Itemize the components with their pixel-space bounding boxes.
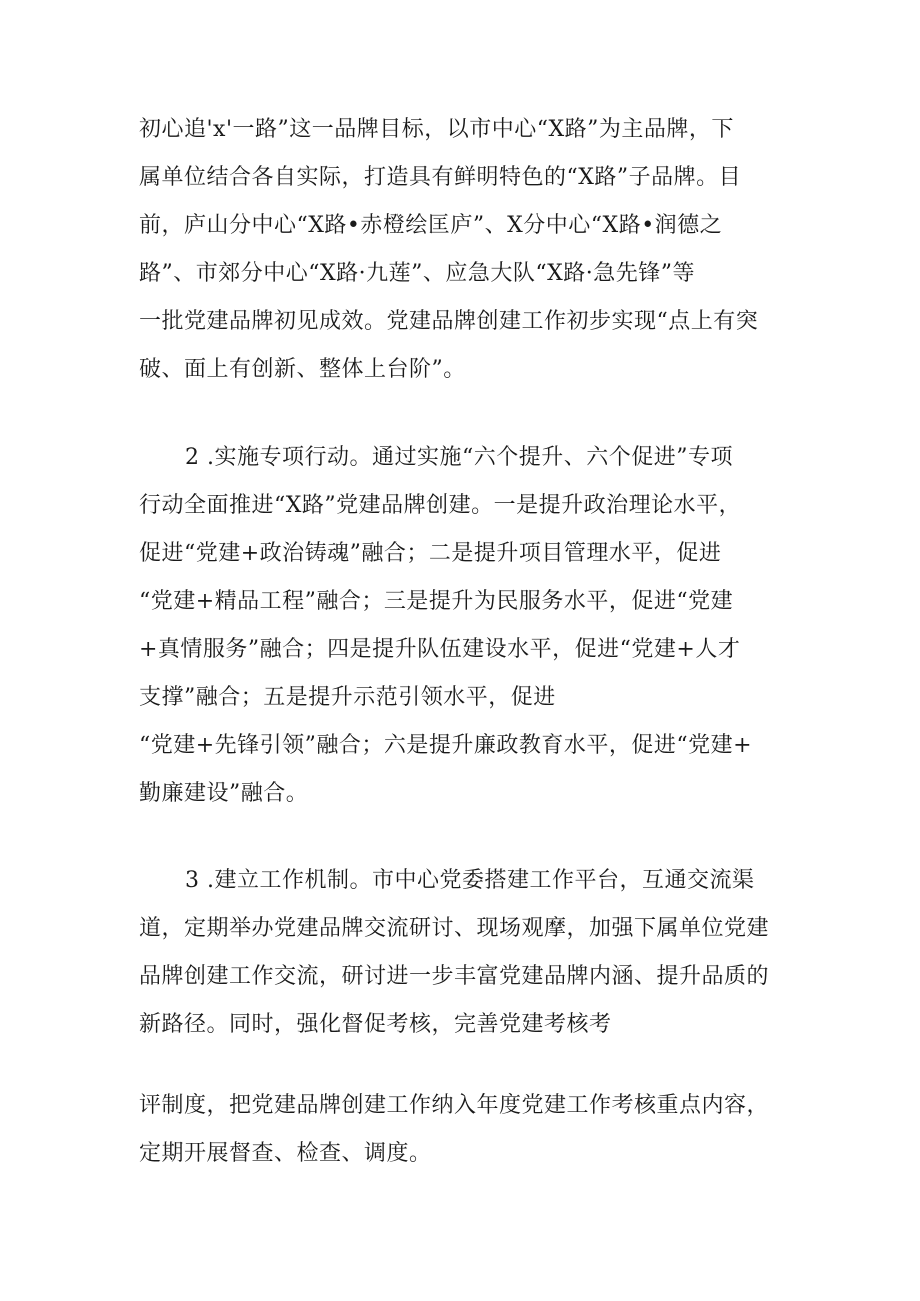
text-line: 勤廉建设”融合。 — [139, 781, 309, 806]
text-line: “党建+精品工程”融合；三是提升为民服务水平，促进“党建 — [139, 589, 734, 614]
text-line: 破、面上有创新、整体上台阶”。 — [139, 357, 466, 382]
text-line: 2 .实施专项行动。通过实施“六个提升、六个促进”专项 — [185, 445, 733, 470]
text-line: 行动全面推进“X路”党建品牌创建。一是提升政治理论水平， — [139, 493, 742, 518]
text-line: 道，定期举办党建品牌交流研讨、现场观摩，加强下属单位党建 — [139, 916, 770, 941]
text-line: 定期开展督查、检查、调度。 — [139, 1141, 432, 1166]
text-line: 新路径。同时，强化督促考核，完善党建考核考 — [139, 1012, 612, 1037]
text-line: +真情服务”融合；四是提升队伍建设水平，促进“党建+人才 — [139, 637, 741, 662]
text-line: 评制度，把党建品牌创建工作纳入年度党建工作考核重点内容， — [139, 1093, 770, 1118]
text-line: 3 .建立工作机制。市中心党委搭建工作平台，互通交流渠 — [185, 868, 755, 893]
text-line: 品牌创建工作交流，研讨进一步丰富党建品牌内涵、提升品质的 — [139, 964, 770, 989]
text-line: 属单位结合各自实际，打造具有鲜明特色的“X路”子品牌。目 — [139, 165, 742, 190]
text-line: 一批党建品牌初见成效。党建品牌创建工作初步实现“点上有突 — [139, 309, 759, 334]
text-line: “党建+先锋引领”融合；六是提升廉政教育水平，促进“党建+ — [139, 733, 753, 758]
text-line: 前，庐山分中心“X路•赤橙绘匡庐”、X分中心“X路•润德之 — [139, 213, 723, 238]
text-line: 促进“党建+政治铸魂”融合；二是提升项目管理水平，促进 — [139, 541, 722, 566]
text-line: 路”、市郊分中心“X路·九莲”、应急大队“X路·急先锋”等 — [139, 261, 696, 286]
text-line: 初心追'x'一路”这一品牌目标，以市中心“X路”为主品牌，下 — [139, 117, 734, 142]
text-line: 支撑”融合；五是提升示范引领水平，促进 — [139, 685, 556, 710]
